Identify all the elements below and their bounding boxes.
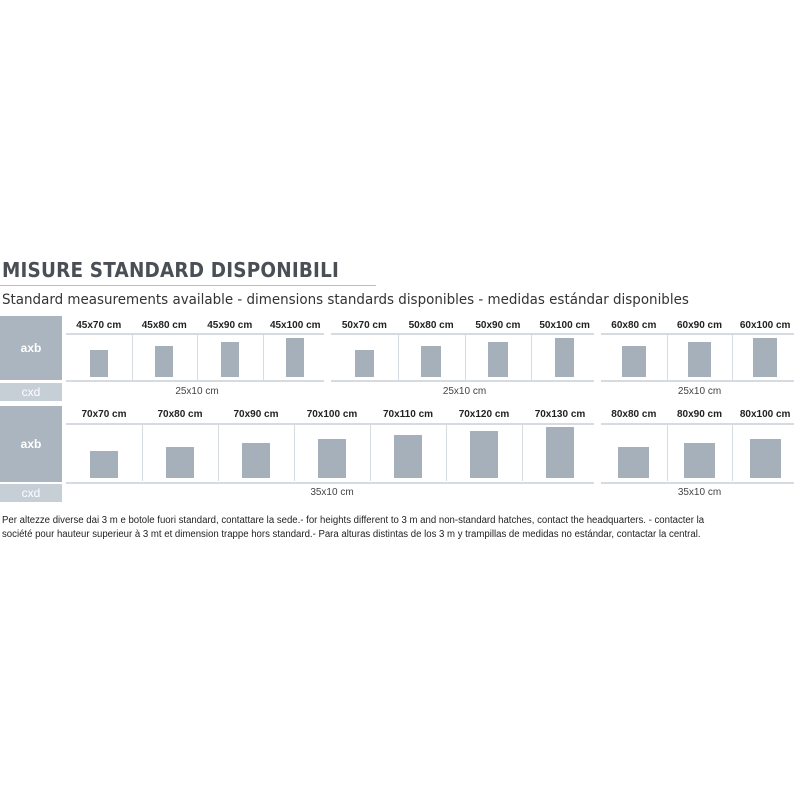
row-divider xyxy=(66,333,324,335)
hatch-shape xyxy=(166,447,193,478)
cxd-label-table2: cxd xyxy=(0,484,62,502)
hatch-shape xyxy=(688,342,711,377)
size-header: 45x70 cm xyxy=(76,320,122,331)
page-subtitle: Standard measurements available - dimensions standards disponibles - medidas estándar disponibles xyxy=(2,292,689,308)
row-divider xyxy=(66,380,324,382)
hatch-shape xyxy=(90,350,108,377)
size-header: 70x80 cm xyxy=(157,409,203,420)
hatch-shape xyxy=(394,435,421,478)
hatch-shape xyxy=(221,342,239,377)
row-divider xyxy=(601,482,794,484)
title-divider xyxy=(0,285,376,286)
size-header: 80x90 cm xyxy=(676,409,722,420)
row-divider xyxy=(601,333,794,335)
hatch-shape xyxy=(750,439,781,478)
hatch-shape xyxy=(286,338,304,377)
row-divider xyxy=(601,423,794,425)
row-divider xyxy=(331,333,594,335)
hatch-shape xyxy=(488,342,508,377)
row-divider xyxy=(331,380,594,382)
hatch-shape xyxy=(90,451,117,478)
hatch-shape xyxy=(318,439,345,478)
cxd-value: 25x10 cm xyxy=(677,386,722,397)
size-header: 45x100 cm xyxy=(269,320,321,331)
size-header: 70x90 cm xyxy=(233,409,279,420)
size-header: 50x70 cm xyxy=(341,320,387,331)
axb-label-table1: axb xyxy=(0,316,62,380)
size-header: 70x70 cm xyxy=(81,409,127,420)
hatch-shape xyxy=(155,346,173,377)
hatch-shape xyxy=(684,443,715,478)
size-header: 80x80 cm xyxy=(611,409,657,420)
size-header: 60x100 cm xyxy=(739,320,791,331)
size-header: 70x100 cm xyxy=(306,409,358,420)
size-header: 50x100 cm xyxy=(539,320,590,331)
size-header: 50x90 cm xyxy=(475,320,521,331)
footnote-line-1: Per altezze diverse dai 3 m e botole fuori standard, contattare la sede.- for heights different to 3 m and non-standard hatches, contact the headquarters. - contacter la xyxy=(2,515,705,526)
size-header: 80x100 cm xyxy=(739,409,791,420)
size-header: 70x120 cm xyxy=(458,409,510,420)
hatch-shape xyxy=(355,350,375,377)
hatch-shape xyxy=(618,447,649,478)
size-header: 70x110 cm xyxy=(382,409,434,420)
hatch-shape xyxy=(753,338,776,377)
size-header: 60x80 cm xyxy=(611,320,657,331)
axb-label-table2: axb xyxy=(0,406,62,482)
size-header: 70x130 cm xyxy=(534,409,586,420)
hatch-shape xyxy=(470,431,497,478)
size-header: 50x80 cm xyxy=(408,320,454,331)
hatch-shape xyxy=(622,346,645,377)
hatch-shape xyxy=(242,443,269,478)
hatch-shape xyxy=(555,338,575,377)
row-divider xyxy=(601,380,794,382)
cxd-value: 25x10 cm xyxy=(175,386,219,397)
row-divider xyxy=(66,482,594,484)
page-title: MISURE STANDARD DISPONIBILI xyxy=(2,258,340,282)
cxd-value: 25x10 cm xyxy=(442,386,487,397)
footnote-line-2: société pour hauteur superieur à 3 mt et dimension trappe hors standard.- Para alturas distintas de los 3 m y trampillas de medidas no estándar, contactar la central. xyxy=(2,529,701,540)
size-header: 60x90 cm xyxy=(676,320,722,331)
cxd-value: 35x10 cm xyxy=(310,487,354,498)
footnote xyxy=(2,514,770,542)
size-header: 45x90 cm xyxy=(207,320,253,331)
size-header: 45x80 cm xyxy=(141,320,187,331)
hatch-shape xyxy=(421,346,441,377)
cxd-label-table1: cxd xyxy=(0,383,62,401)
cxd-value: 35x10 cm xyxy=(677,487,722,498)
row-divider xyxy=(66,423,594,425)
hatch-shape xyxy=(546,427,573,478)
